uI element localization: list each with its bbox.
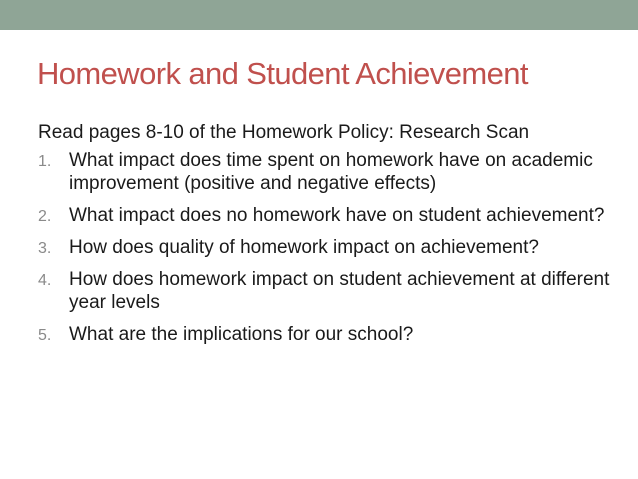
- list-number: 5.: [38, 327, 52, 344]
- list-item: [38, 323, 628, 346]
- list-item-text: What impact does no homework have on student achievement?: [69, 205, 605, 226]
- list-number: 4.: [38, 272, 52, 289]
- list-item: [38, 268, 628, 314]
- slide-title: Homework and Student Achievement: [37, 56, 528, 91]
- list-item: [38, 236, 628, 259]
- question-list: [38, 149, 628, 355]
- list-number: 2.: [38, 208, 52, 225]
- list-item-text: What impact does time spent on homework have on academic improvement (positive and negative effects): [69, 150, 593, 194]
- list-item-text: What are the implications for our school?: [69, 324, 414, 345]
- list-item-text: How does homework impact on student achievement at different year levels: [69, 269, 610, 313]
- list-number: 1.: [38, 153, 52, 170]
- list-item: [38, 204, 628, 227]
- intro-text: Read pages 8-10 of the Homework Policy: Research Scan: [38, 122, 530, 143]
- list-item: [38, 149, 628, 195]
- list-number: 3.: [38, 240, 52, 257]
- list-item-text: How does quality of homework impact on achievement?: [69, 237, 539, 258]
- top-band: [0, 0, 638, 30]
